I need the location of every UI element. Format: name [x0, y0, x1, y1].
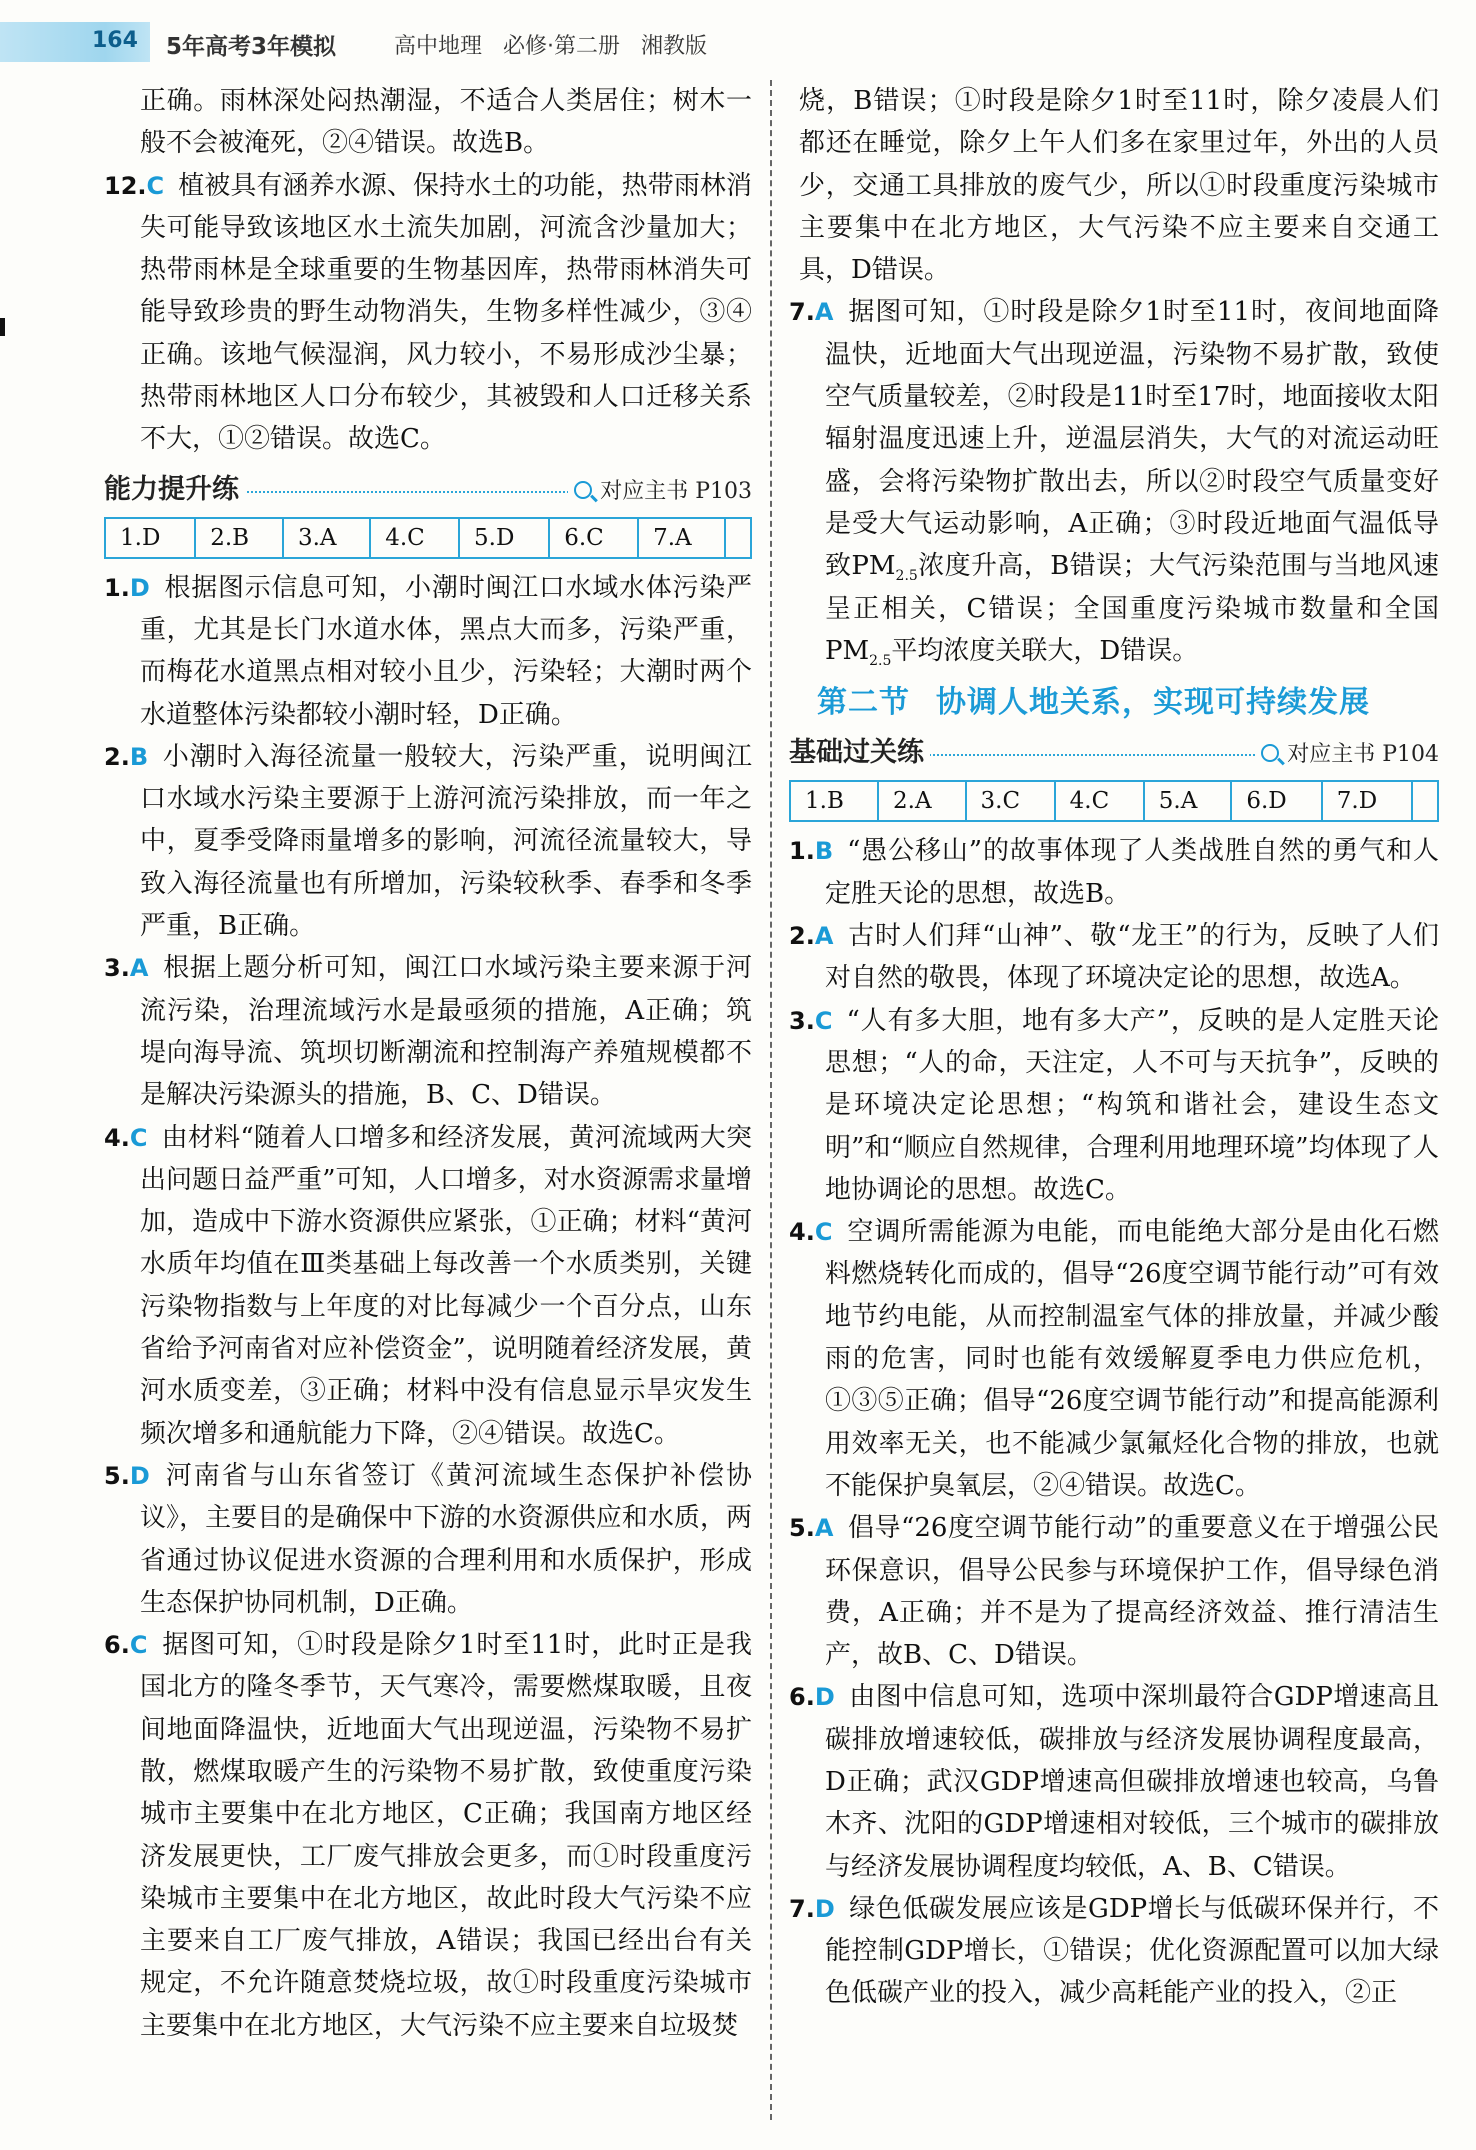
answer-letter: C [146, 171, 165, 200]
section-title: 能力提升练 [104, 469, 245, 511]
answer-item [104, 1624, 752, 2047]
answer-number: 1. [789, 837, 815, 866]
answer-text: 小潮时入海径流量一般较大，污染严重，说明闽江口水域水污染主要源于上游河流污染排放，而一年之中，夏季受降雨量增多的影响，河流径流量较大，导致入海径流量也有所增加，污染较秋季、春季和冬季严重，B正确。 [140, 741, 752, 942]
answer-text: 由图中信息可知，选项中深圳最符合GDP增速高且碳排放增速较低，碳排放与经济发展协调程度最高，D正确；武汉GDP增速高但碳排放增速也较高，乌鲁木齐、沈阳的GDP增速相对较低，三个城市的碳排放与经济发展协调程度均较低，A、B、C错误。 [825, 1682, 1439, 1882]
answer-text: 据图可知，①时段是除夕1时至11时，此时正是我国北方的隆冬季节，天气寒冷，需要燃煤取暖，且夜间地面降温快，近地面大气出现逆温，污染物不易扩散，燃煤取暖产生的污染物不易扩散，致使重度污染城市主要集中在北方地区，C正确；我国南方地区经济发展更快，工厂废气排放会更多，而①时段重度污染城市主要集中在北方地区，故此时段大气污染不应主要来自工厂废气排放，A错误；我国已经出台有关规定，不允许随意焚烧垃圾，故①时段重度污染城市主要集中在北方地区，大气污染不应主要来自垃圾焚 [140, 1630, 752, 2041]
left-column [104, 80, 752, 2047]
answer-number: 4. [789, 1218, 815, 1247]
answer-letter: C [814, 1218, 833, 1247]
answer-key-table [789, 780, 1439, 822]
answer-text: 平均浓度关联大，D错误。 [891, 635, 1199, 666]
answer-key-cell: 3.C [966, 781, 1055, 821]
answer-item [789, 830, 1439, 915]
answer-key-cell: 7.D [1322, 781, 1412, 821]
answer-letter: C [814, 1006, 833, 1035]
answer-letter: B [129, 742, 149, 771]
answer-item [104, 1455, 752, 1624]
answer-item [789, 1000, 1439, 1211]
answer-key-cell [1412, 781, 1438, 821]
answer-text: “愚公移山”的故事体现了人类战胜自然的勇气和人定胜天论的思想，故选B。 [825, 836, 1439, 909]
right-column [789, 80, 1439, 2015]
answer-key-cell: 1.B [790, 781, 878, 821]
answer-key-cell: 4.C [370, 518, 459, 558]
answer-key-cell: 1.D [105, 518, 195, 558]
answer-key-cell: 2.A [878, 781, 966, 821]
answer-text: 据图可知，①时段是除夕1时至11时，夜间地面降温快，近地面大气出现逆温，污染物不易扩散，致使空气质量较差，②时段是11时至17时，地面接收太阳辐射温度迅速上升，逆温层消失，大气的对流运动旺盛，会将污染物扩散出去，所以②时段空气质量变好是受大气运动影响，A正确；③时段近地面气温低导致PM [825, 297, 1439, 582]
search-icon [1261, 744, 1279, 762]
answer-key-cell: 2.B [195, 518, 283, 558]
subscript: 2.5 [869, 653, 892, 670]
section-ref-text: 对应主书 P104 [1287, 742, 1439, 768]
answer-key-table [104, 517, 752, 559]
answer-text: 根据上题分析可知，闽江口水域污染主要来源于河流污染，治理流域污水是最亟须的措施，A正确；筑堤向海导流、筑坝切断潮流和控制海产养殖规模都不是解决污染源头的措施，B、C、D错误。 [140, 953, 752, 1111]
answer-letter: C [129, 1631, 148, 1660]
margin-mark [0, 318, 5, 336]
chapter-title: 协调人地关系，实现可持续发展 [936, 685, 1370, 721]
page-header [0, 0, 1476, 72]
answer-text: 古时人们拜“山神”、敬“龙王”的行为，反映了人们对自然的敬畏，体现了环境决定论的思想，故选A。 [825, 921, 1439, 994]
answer-key-cell: 4.C [1055, 781, 1144, 821]
answer-text: 由材料“随着人口增多和经济发展，黄河流域两大突出问题日益严重”可知，人口增多，对水资源需求量增加，造成中下游水资源供应紧张，①正确；材料“黄河水质年均值在Ⅲ类基础上每改善一个水质类别，关键污染物指数与上年度的对比每减少一个百分点，山东省给予河南省对应补偿资金”，说明随着经济发展，黄河水质变差，③正确；材料中没有信息显示旱灾发生频次增多和通航能力下降，②④错误。故选C。 [140, 1122, 752, 1449]
answer-item [104, 947, 752, 1116]
answer-letter: C [129, 1123, 148, 1152]
section-reference [1255, 734, 1439, 776]
section-header [104, 467, 752, 511]
answer-number: 2. [789, 922, 815, 951]
column-divider [770, 80, 772, 2120]
answer-number: 5. [104, 1461, 130, 1490]
answer-letter: B [814, 837, 834, 866]
answer-text: 倡导“26度空调节能行动”的重要意义在于增强公民环保意识，倡导公民参与环境保护工作，倡导绿色消费，A正确；并不是为了提高经济效益、推行清洁生产，故B、C、D错误。 [825, 1513, 1439, 1671]
answer-item [789, 915, 1439, 1000]
section-title: 基础过关练 [789, 732, 930, 774]
answer-text: 根据图示信息可知，小潮时闽江口水域水体污染严重，尤其是长门水道水体，黑点大而多，污染严重，而梅花水道黑点相对较小且少，污染轻；大潮时两个水道整体污染都较小潮时轻，D正确。 [140, 572, 752, 730]
section-ref-text: 对应主书 P103 [600, 478, 752, 504]
book-series: 5年高考3年模拟 [166, 34, 337, 60]
answer-letter: A [814, 1514, 834, 1543]
answer-item [789, 291, 1439, 672]
chapter-number: 第二节 [817, 685, 910, 721]
section-header [789, 730, 1439, 774]
answer-item [789, 1507, 1439, 1676]
answer-letter: D [814, 1894, 835, 1923]
chapter-heading [817, 682, 1439, 724]
answer-number: 7. [789, 1894, 815, 1923]
answer-number: 6. [104, 1631, 130, 1660]
subscript: 2.5 [895, 568, 918, 585]
answer-item [104, 567, 752, 736]
answer-item [104, 1117, 752, 1455]
answer-letter: A [814, 298, 834, 327]
answer-letter: A [814, 922, 834, 951]
answer-key-cell [725, 518, 751, 558]
answer-key-cell: 6.C [549, 518, 638, 558]
answer-number: 1. [104, 573, 130, 602]
page-number: 164 [92, 28, 138, 53]
answer-number: 3. [104, 954, 130, 983]
answer-letter: D [129, 573, 150, 602]
answer-number: 3. [789, 1006, 815, 1035]
answer-text: 绿色低碳发展应该是GDP增长与低碳环保并行，不能控制GDP增长，①错误；优化资源配置可以加大绿色低碳产业的投入，减少高耗能产业的投入，②正 [825, 1893, 1439, 2009]
answer-key-cell: 5.D [459, 518, 549, 558]
answer-text: 植被具有涵养水源、保持水土的功能，热带雨林消失可能导致该地区水土流失加剧，河流含沙量加大；热带雨林是全球重要的生物基因库，热带雨林消失可能导致珍贵的野生动物消失，生物多样性减少，③④正确。该地气候湿润，风力较小，不易形成沙尘暴；热带雨林地区人口分布较少，其被毁和人口迁移关系不大，①②错误。故选C。 [140, 170, 752, 455]
book-subtitle: 高中地理 必修·第二册 湘教版 [394, 34, 707, 59]
answer-letter: D [814, 1683, 835, 1712]
answer-item [789, 1888, 1439, 2015]
answer-number: 5. [789, 1514, 815, 1543]
answer-item [104, 736, 752, 947]
section-reference [568, 471, 752, 513]
answer-key-cell: 3.A [283, 518, 370, 558]
answer-text: 空调所需能源为电能，而电能绝大部分是由化石燃料燃烧转化而成的，倡导“26度空调节能行动”可有效地节约电能，从而控制温室气体的排放量，并减少酸雨的危害，同时也能有效缓解夏季电力供应危机，①③⑤正确；倡导“26度空调节能行动”和提高能源利用效率无关，也不能减少氯氟烃化合物的排放，也就不能保护臭氧层，②④错误。故选C。 [825, 1217, 1439, 1501]
answer-number: 4. [104, 1123, 130, 1152]
answer-text: 浓度升高，B错误；大气污染范围与当地风速呈正相关，C错误；全国重度污染城市数量和全国PM [825, 551, 1439, 666]
answer-item [789, 1676, 1439, 1887]
answer-letter: A [129, 954, 149, 983]
answer-text: 河南省与山东省签订《黄河流域生态保护补偿协议》，主要目的是确保中下游的水资源供应和水质，两省通过协议促进水资源的合理利用和水质保护，形成生态保护协同机制，D正确。 [140, 1460, 752, 1618]
answer-key-cell: 6.D [1231, 781, 1321, 821]
answer-number: 12. [104, 171, 147, 200]
answer-number: 6. [789, 1683, 815, 1712]
answer-key-cell: 5.A [1144, 781, 1232, 821]
answer-item [789, 1211, 1439, 1507]
search-icon [574, 481, 592, 499]
continued-text: 正确。雨林深处闷热潮湿，不适合人类居住；树木一般不会被淹死，②④错误。故选B。 [140, 86, 752, 159]
answer-number: 7. [789, 298, 815, 327]
answer-item [104, 165, 752, 461]
answer-key-cell: 7.A [638, 518, 725, 558]
continued-text: 烧，B错误；①时段是除夕1时至11时，除夕凌晨人们都还在睡觉，除夕上午人们多在家里过年，外出的人员少，交通工具排放的废气少，所以①时段重度污染城市主要集中在北方地区，大气污染不应主要来自交通工具，D错误。 [799, 86, 1439, 286]
answer-number: 2. [104, 742, 130, 771]
answer-letter: D [129, 1461, 150, 1490]
answer-text: “人有多大胆，地有多大产”，反映的是人定胜天论思想；“人的命，天注定，人不可与天抗争”，反映的是环境决定论思想；“构筑和谐社会，建设生态文明”和“顺应自然规律，合理利用地理环境”均体现了人地协调论的思想。故选C。 [825, 1005, 1439, 1205]
